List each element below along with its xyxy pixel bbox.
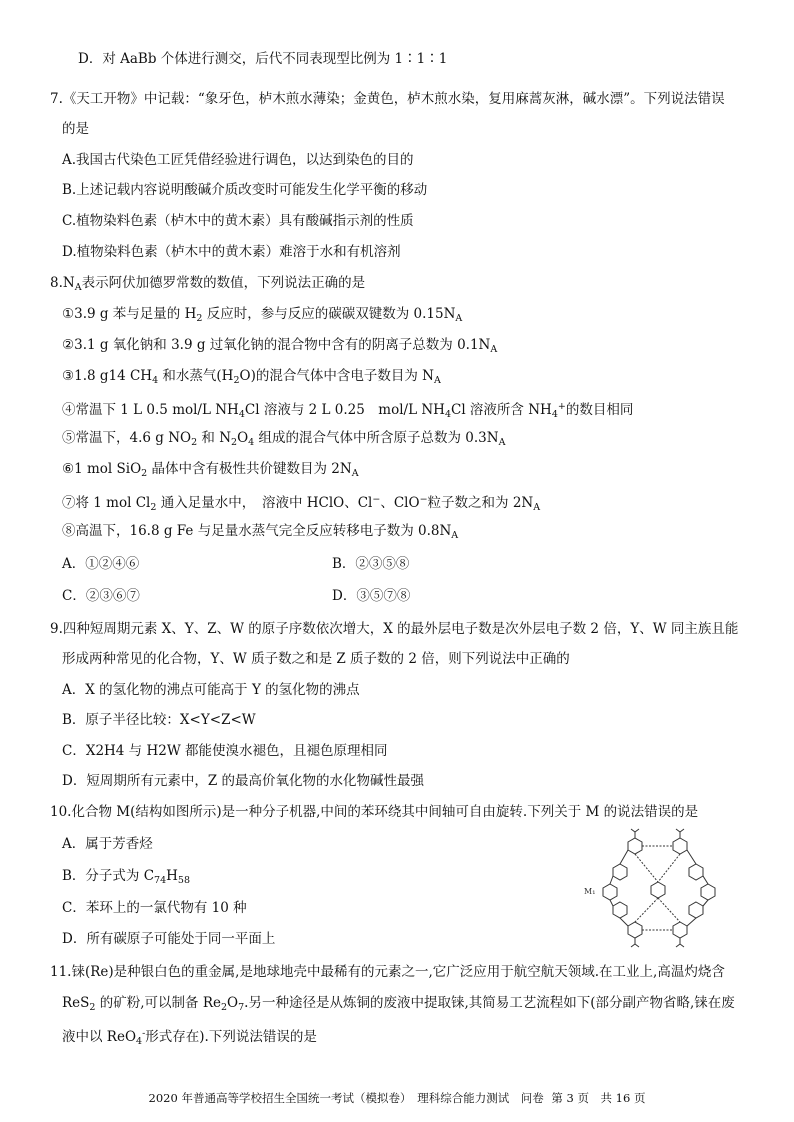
bond-left-lower	[610, 900, 613, 906]
benzene-ring-center	[651, 882, 665, 898]
q8-option-b: B．②③⑤⑧	[332, 556, 410, 572]
bond-bottom-right	[687, 918, 696, 926]
bond-top-left	[620, 850, 628, 864]
benzene-ring-top-right	[673, 838, 687, 854]
q8-option-d: D．③⑤⑦⑧	[332, 588, 411, 604]
q7-option-a: A.我国古代染色工匠凭借经验进行调色，以达到染色的目的	[62, 152, 414, 168]
q8-statement-6: ⑥1 mol SiO$_2$ 晶体中含有极性共价键数目为 $2N_A$	[62, 461, 359, 479]
benzene-ring-right-mid	[701, 884, 715, 900]
tert-butyl-bottom-left	[631, 938, 639, 947]
q7-option-b: B.上述记载内容说明酸碱介质改变时可能发生化学平衡的移动	[62, 182, 428, 198]
bond-left-upper	[610, 876, 613, 884]
q10-option-a: A．属于芳香烃	[62, 836, 153, 852]
q9-option-c: C．X2H4 与 H2W 都能使溴水褪色，且褪色原理相同	[62, 743, 388, 759]
q11-stem-line3: 液中以 ReO$_4$-形式存在).下列说法错误的是	[62, 1028, 317, 1047]
benzene-ring-right-lower	[689, 902, 703, 918]
tert-butyl-bottom-right	[676, 938, 684, 947]
q9-stem-line1: 9.四种短周期元素 X、Y、Z、W 的原子序数依次增大，X 的最外层电子数是次外层电子数 2 倍，Y、W 同主族且能	[50, 621, 739, 637]
q8-statement-2: ②3.1 g 氧化钠和 3.9 g 过氧化钠的混合物中含有的阴离子总数为 $0.1N_A$	[62, 337, 498, 355]
q6-option-d: D．对 AaBb 个体进行测交，后代不同表现型比例为 1∶1∶1	[78, 51, 448, 67]
alkyne-bond-center-down-left	[635, 898, 658, 922]
benzene-ring-top-left	[628, 838, 642, 854]
q8-statement-3: ③1.8 g14 $CH_4$ 和水蒸气$(H_2O)$的混合气体中含电子数目为 $N_A$	[62, 368, 441, 386]
bond-right-lower	[703, 900, 708, 906]
q10-stem: 10.化合物 M(结构如图所示)是一种分子机器,中间的苯环绕其中间轴可自由旋转.下列关于 M 的说法错误的是	[50, 804, 699, 820]
footer-exam-title: 2020 年普通高等学校招生全国统一考试（模拟卷） 理科综合能力测试 问卷	[148, 1091, 544, 1105]
q8-option-c: C．②③⑥⑦	[62, 588, 140, 604]
q8-option-a: A．①②④⑥	[62, 556, 140, 572]
q10-option-c: C．苯环上的一氯代物有 10 种	[62, 900, 247, 916]
q7-option-d: D.植物染料色素（栌木中的黄木素）难溶于水和有机溶剂	[62, 244, 401, 260]
benzene-ring-bottom-left	[628, 922, 642, 938]
bond-top-right	[687, 850, 696, 864]
page-footer	[0, 1090, 794, 1106]
q8-statement-4: ④常温下 1 L 0.5 mol/L $NH_4Cl$ 溶液与 2 L 0.25 mol/L $NH_4Cl$ 溶液所含 $NH_4^+$的数目相同	[62, 401, 634, 420]
footer-page-number: 第 3 页 共 16 页	[551, 1091, 646, 1105]
q9-option-a: A．X 的氢化物的沸点可能高于 Y 的氢化物的沸点	[62, 682, 360, 698]
benzene-ring-right-upper	[689, 864, 703, 880]
tert-butyl-top-right	[676, 829, 684, 838]
q9-option-b: B．原子半径比较：X<Y<Z<W	[62, 712, 256, 728]
alkyne-bond-center-up-right	[658, 854, 680, 882]
q11-stem-line1: 11.铼(Re)是种银白色的重金属,是地球地壳中最稀有的元素之一,它广泛应用于航空航天领域.在工业上,高温灼烧含	[50, 964, 725, 980]
bond-bottom-left	[620, 918, 628, 926]
tert-butyl-top-left	[631, 829, 639, 838]
benzene-ring-left-mid	[603, 884, 617, 900]
q8-statement-7: ⑦将 1 mol $Cl_2$ 通入足量水中， 溶液中 HClO、Cl−、ClO−粒子数之和为 $2N_A$	[62, 494, 541, 513]
q8-stem: $8.N_A$表示阿伏加德罗常数的数值，下列说法正确的是	[50, 275, 366, 293]
bond-right-upper	[703, 876, 708, 884]
benzene-ring-bottom-right	[673, 922, 687, 938]
figure-label-m1: M₁	[584, 887, 596, 896]
alkyne-bond-center-up-left	[635, 854, 658, 882]
benzene-ring-left-lower	[613, 902, 627, 918]
q9-option-d: D．短周期所有元素中，Z 的最高价氧化物的水化物碱性最强	[62, 773, 424, 789]
q8-statement-1: ①3.9 g 苯与足量的 $H_2$ 反应时，参与反应的碳碳双键数为 $0.15N_A$	[62, 306, 463, 324]
benzene-ring-left-upper	[613, 864, 627, 880]
q7-stem-line1: 7.《天工开物》中记载：“象牙色，栌木煎水薄染；金黄色，栌木煎水染，复用麻蒿灰淋，碱水漂”。下列说法错误	[50, 91, 725, 107]
q8-statement-5: ⑤常温下，4.6 g $NO_2$ 和 $N_2O_4$ 组成的混合气体中所含原子总数为 $0.3N_A$	[62, 430, 506, 448]
q7-option-c: C.植物染料色素（栌木中的黄木素）具有酸碱指示剂的性质	[62, 213, 414, 229]
q10-option-d: D．所有碳原子可能处于同一平面上	[62, 931, 276, 947]
q7-stem-line2: 的是	[62, 121, 89, 137]
alkyne-bond-center-down-right	[658, 898, 680, 922]
q9-stem-line2: 形成两种常见的化合物，Y、W 质子数之和是 Z 质子数的 2 倍，则下列说法中正确的	[62, 651, 570, 667]
q10-option-b: B．分子式为 $C_{74}H_{58}$	[62, 868, 191, 886]
q11-stem-line2: ReS$_2$ 的矿粉,可以制备 $Re_2O_7$.另一种途径是从炼铜的废液中提取铼,其简易工艺流程如下(部分副产物省略,铼在废	[62, 995, 735, 1013]
molecule-m-structure	[580, 826, 740, 952]
q8-statement-8: ⑧高温下，16.8 g Fe 与足量水蒸气完全反应转移电子数为 $0.8N_A$	[62, 523, 459, 541]
